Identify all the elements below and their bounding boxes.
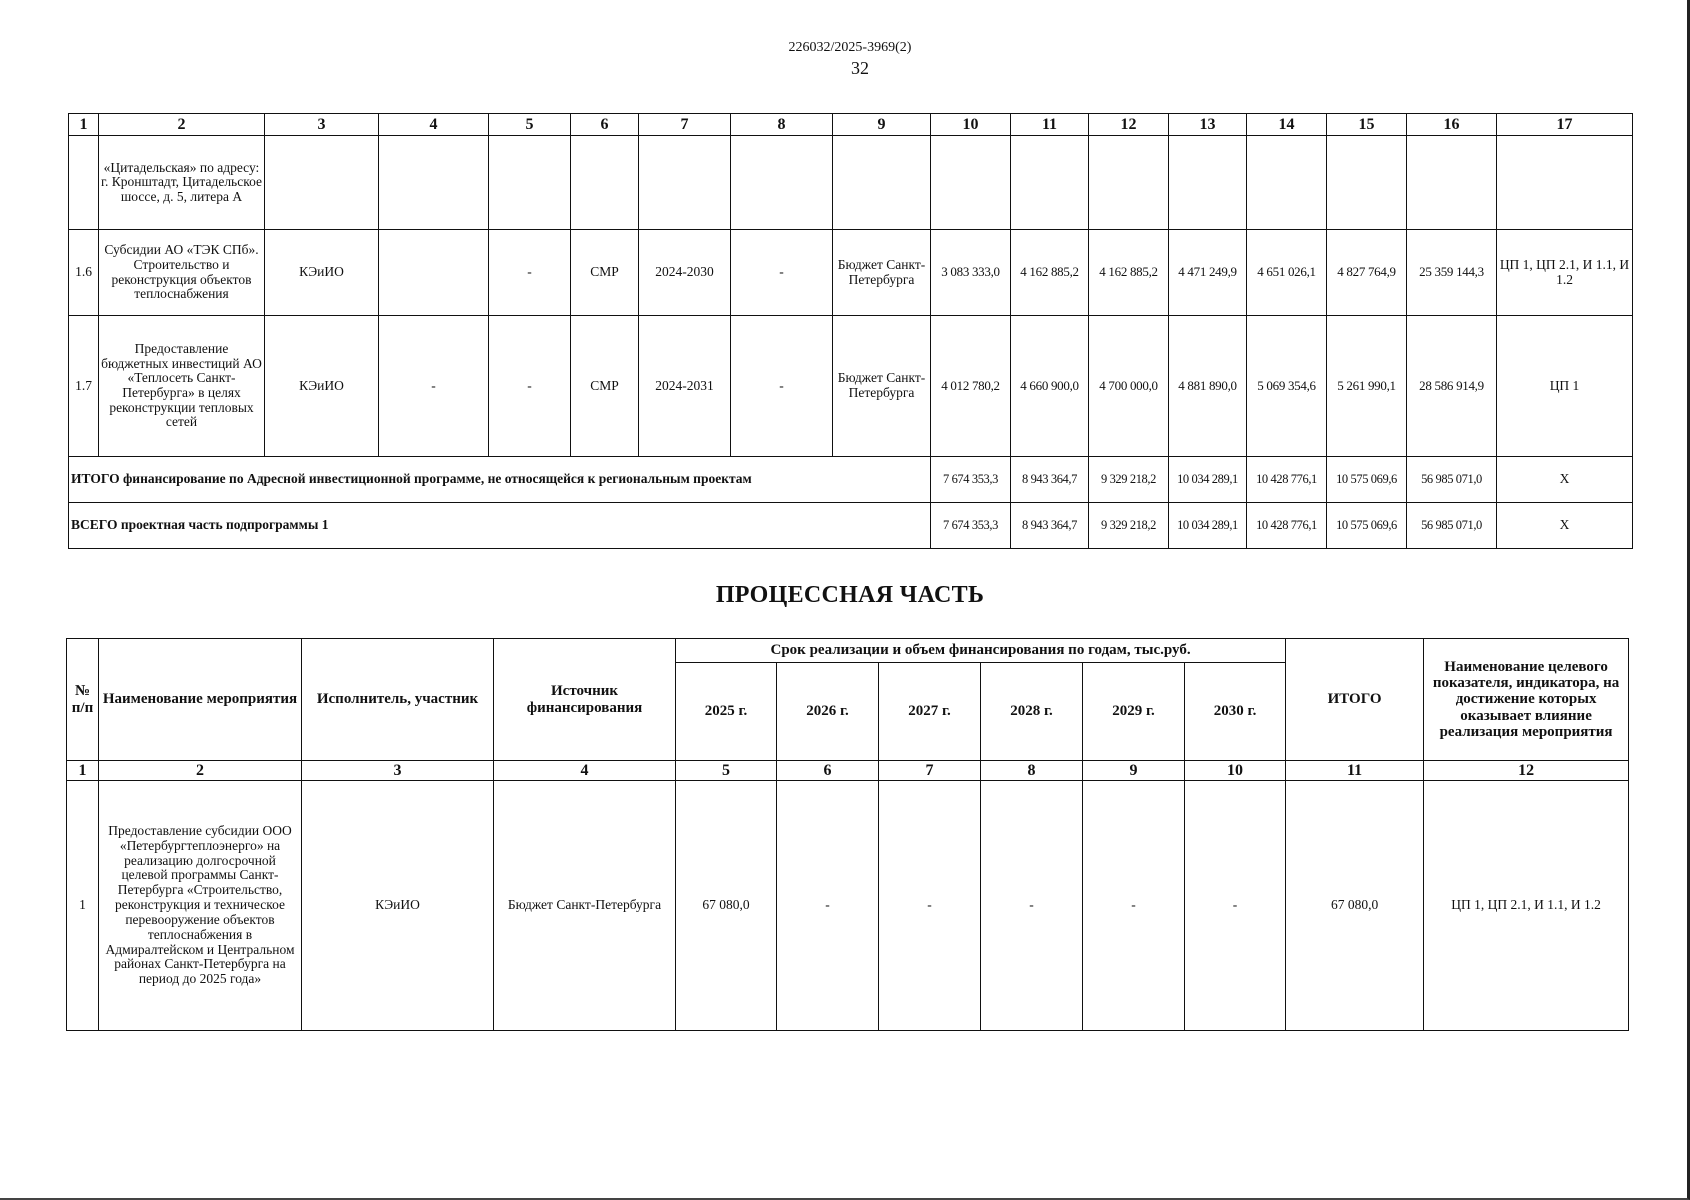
header-total: ИТОГО (1286, 639, 1424, 761)
column-number-row (67, 761, 1629, 781)
amount: 10 428 776,1 (1247, 503, 1327, 549)
cell (1169, 136, 1247, 230)
col-number: 10 (931, 114, 1011, 136)
header-name: Наименование мероприятия (99, 639, 302, 761)
section-title: ПРОЦЕССНАЯ ЧАСТЬ (715, 582, 985, 608)
amount: 7 674 353,3 (931, 457, 1011, 503)
amount: - (981, 781, 1083, 1031)
col-number: 1 (69, 114, 99, 136)
col-number: 3 (302, 761, 494, 781)
process-part-table (66, 638, 1629, 1031)
row-number: 1.6 (69, 230, 99, 316)
column-number-row (69, 114, 1633, 136)
amount: 8 943 364,7 (1011, 457, 1089, 503)
col-number: 9 (1083, 761, 1185, 781)
amount: 4 162 885,2 (1011, 230, 1089, 316)
amount-total: 28 586 914,9 (1407, 316, 1497, 457)
amount: 67 080,0 (676, 781, 777, 1031)
cell (489, 136, 571, 230)
executor: КЭиИО (265, 230, 379, 316)
work-type: СМР (571, 316, 639, 457)
indicator: Х (1497, 503, 1633, 549)
cell: - (731, 316, 833, 457)
col-number: 7 (639, 114, 731, 136)
cell: - (379, 316, 489, 457)
indicator: Х (1497, 457, 1633, 503)
amount: - (1083, 781, 1185, 1031)
indicator: ЦП 1, ЦП 2.1, И 1.1, И 1.2 (1497, 230, 1633, 316)
col-number: 11 (1011, 114, 1089, 136)
col-number: 8 (731, 114, 833, 136)
col-number: 17 (1497, 114, 1633, 136)
amount: 7 674 353,3 (931, 503, 1011, 549)
table-row (67, 781, 1629, 1031)
cell (1247, 136, 1327, 230)
project-part-table (68, 113, 1633, 549)
col-number: 9 (833, 114, 931, 136)
table-row (69, 230, 1633, 316)
cell (379, 230, 489, 316)
cell (731, 136, 833, 230)
amount: 4 471 249,9 (1169, 230, 1247, 316)
cell (571, 136, 639, 230)
cell (265, 136, 379, 230)
row-number: 1 (67, 781, 99, 1031)
col-number: 5 (676, 761, 777, 781)
header-indicator: Наименование целевого показателя, индикатора, на достижение которых оказывает влияние реализация мероприятия (1424, 639, 1629, 761)
col-number: 2 (99, 761, 302, 781)
amount: 4 651 026,1 (1247, 230, 1327, 316)
cell (379, 136, 489, 230)
col-number: 4 (494, 761, 676, 781)
header-year: 2025 г. (676, 663, 777, 761)
amount-total: 67 080,0 (1286, 781, 1424, 1031)
amount: 4 881 890,0 (1169, 316, 1247, 457)
amount: - (879, 781, 981, 1031)
col-number: 8 (981, 761, 1083, 781)
cell (1407, 136, 1497, 230)
col-number: 3 (265, 114, 379, 136)
col-number: 4 (379, 114, 489, 136)
period: 2024-2031 (639, 316, 731, 457)
col-number: 13 (1169, 114, 1247, 136)
amount-total: 56 985 071,0 (1407, 457, 1497, 503)
total-row (69, 503, 1633, 549)
cell (1327, 136, 1407, 230)
header-year: 2029 г. (1083, 663, 1185, 761)
cell: - (489, 316, 571, 457)
cell: - (489, 230, 571, 316)
header-executor: Исполнитель, участник (302, 639, 494, 761)
col-number: 10 (1185, 761, 1286, 781)
header-year: 2030 г. (1185, 663, 1286, 761)
total-row (69, 457, 1633, 503)
header-source: Источник финансирования (494, 639, 676, 761)
executor: КЭиИО (302, 781, 494, 1031)
amount: 4 162 885,2 (1089, 230, 1169, 316)
col-number: 16 (1407, 114, 1497, 136)
funding-source: Бюджет Санкт-Петербурга (833, 316, 931, 457)
cell (1011, 136, 1089, 230)
amount: 10 428 776,1 (1247, 457, 1327, 503)
amount: 10 575 069,6 (1327, 503, 1407, 549)
amount: 3 083 333,0 (931, 230, 1011, 316)
cell (639, 136, 731, 230)
header-num: № п/п (67, 639, 99, 761)
amount: 8 943 364,7 (1011, 503, 1089, 549)
amount: 4 660 900,0 (1011, 316, 1089, 457)
amount: 4 012 780,2 (931, 316, 1011, 457)
amount: 4 700 000,0 (1089, 316, 1169, 457)
cell: - (731, 230, 833, 316)
col-number: 12 (1424, 761, 1629, 781)
cell (1089, 136, 1169, 230)
header-year: 2026 г. (777, 663, 879, 761)
col-number: 5 (489, 114, 571, 136)
row-number: 1.7 (69, 316, 99, 457)
total-label: ИТОГО финансирование по Адресной инвестиционной программе, не относящейся к региональным проектам (69, 457, 931, 503)
col-number: 12 (1089, 114, 1169, 136)
activity-name: Предоставление субсидии ООО «Петербургтеплоэнерго» на реализацию долгосрочной целевой программы Санкт-Петербурга «Строительство, реконструкция и техническое перевооружение объектов теплоснабжения в Адмиралтейском и Центральном районах Санкт-Петербурга на период до 2025 года» (99, 781, 302, 1031)
table-row (69, 136, 1633, 230)
amount: 10 575 069,6 (1327, 457, 1407, 503)
funding-source: Бюджет Санкт-Петербурга (833, 230, 931, 316)
header-year: 2028 г. (981, 663, 1083, 761)
period: 2024-2030 (639, 230, 731, 316)
table-row (69, 316, 1633, 457)
amount-total: 56 985 071,0 (1407, 503, 1497, 549)
col-number: 7 (879, 761, 981, 781)
activity-name: Предоставление бюджетных инвестиций АО «Теплосеть Санкт-Петербурга» в целях реконструкции тепловых сетей (99, 316, 265, 457)
cell (833, 136, 931, 230)
amount: 5 069 354,6 (1247, 316, 1327, 457)
page-number: 32 (851, 58, 869, 78)
amount-total: 25 359 144,3 (1407, 230, 1497, 316)
cell (931, 136, 1011, 230)
amount: 10 034 289,1 (1169, 503, 1247, 549)
col-number: 11 (1286, 761, 1424, 781)
amount: 5 261 990,1 (1327, 316, 1407, 457)
col-number: 1 (67, 761, 99, 781)
indicator: ЦП 1 (1497, 316, 1633, 457)
cell (1497, 136, 1633, 230)
col-number: 6 (571, 114, 639, 136)
col-number: 6 (777, 761, 879, 781)
activity-name: Субсидии АО «ТЭК СПб». Строительство и реконструкция объектов теплоснабжения (99, 230, 265, 316)
funding-source: Бюджет Санкт-Петербурга (494, 781, 676, 1031)
header-year: 2027 г. (879, 663, 981, 761)
executor: КЭиИО (265, 316, 379, 457)
col-number: 14 (1247, 114, 1327, 136)
amount: 9 329 218,2 (1089, 503, 1169, 549)
document-number: 226032/2025-3969(2) (788, 40, 912, 55)
row-number (69, 136, 99, 230)
indicator: ЦП 1, ЦП 2.1, И 1.1, И 1.2 (1424, 781, 1629, 1031)
amount: - (1185, 781, 1286, 1031)
activity-name: «Цитадельская» по адресу: г. Кронштадт, Цитадельское шоссе, д. 5, литера А (99, 136, 265, 230)
col-number: 15 (1327, 114, 1407, 136)
amount: 4 827 764,9 (1327, 230, 1407, 316)
total-label: ВСЕГО проектная часть подпрограммы 1 (69, 503, 931, 549)
work-type: СМР (571, 230, 639, 316)
amount: - (777, 781, 879, 1031)
col-number: 2 (99, 114, 265, 136)
amount: 9 329 218,2 (1089, 457, 1169, 503)
header-row (67, 639, 1629, 663)
header-period-group: Срок реализации и объем финансирования по годам, тыс.руб. (676, 639, 1286, 663)
amount: 10 034 289,1 (1169, 457, 1247, 503)
